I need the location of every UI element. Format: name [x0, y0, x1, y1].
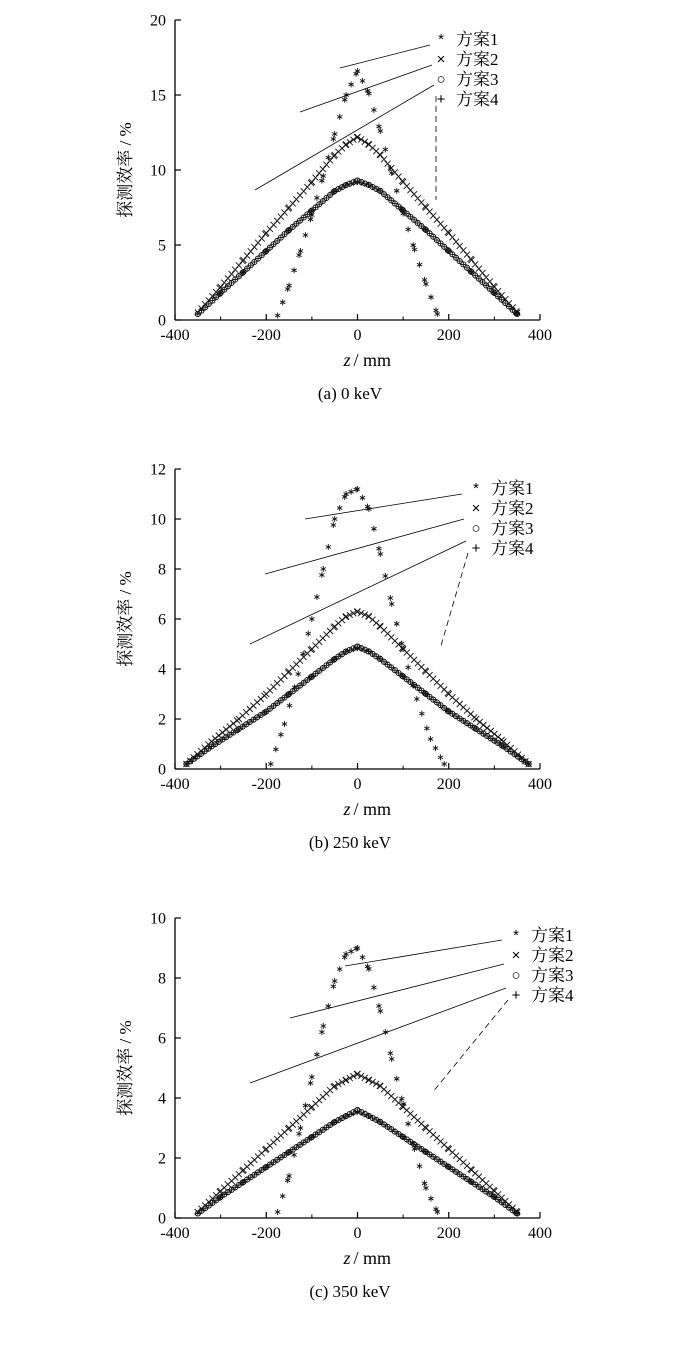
svg-text:/ mm: / mm	[353, 1248, 392, 1268]
svg-text:-200: -200	[251, 327, 281, 344]
legend-marker-circle: ○	[511, 967, 521, 984]
svg-text:/ mm: / mm	[353, 350, 392, 370]
svg-text:-400: -400	[160, 776, 190, 793]
plot-area-b	[0, 449, 700, 839]
panel-caption-a: (a) 0 keV	[317, 384, 383, 403]
legend-item	[465, 479, 534, 499]
legend-marker-star: *	[513, 927, 519, 944]
svg-text:20: 20	[150, 12, 166, 30]
svg-text:0: 0	[353, 1225, 362, 1242]
svg-text:200: 200	[436, 327, 461, 344]
svg-text:400: 400	[528, 776, 552, 793]
legend-item	[505, 946, 574, 966]
legend-marker-plus: +	[471, 540, 481, 557]
svg-text:8: 8	[158, 970, 166, 988]
legend-marker-star: *	[473, 480, 479, 497]
legend-label: 方案1	[456, 30, 499, 49]
legend-item	[505, 926, 574, 946]
svg-text:z: z	[343, 350, 351, 370]
legend-item	[465, 539, 534, 559]
chart-panel-b	[0, 449, 700, 898]
svg-text:8: 8	[158, 561, 166, 579]
svg-text:200: 200	[436, 776, 461, 793]
plot-area-a	[0, 0, 700, 390]
svg-text:z: z	[343, 1248, 351, 1268]
chart-panel-c	[0, 898, 700, 1347]
svg-text:12: 12	[150, 461, 166, 479]
svg-text:10: 10	[150, 511, 166, 529]
svg-text:0: 0	[158, 761, 166, 779]
svg-text:5: 5	[158, 237, 166, 255]
legend-label: 方案4	[531, 986, 574, 1005]
panel-caption-c: (c) 350 keV	[309, 1282, 391, 1301]
svg-text:10: 10	[150, 910, 166, 928]
chart-svg-c	[0, 898, 700, 1288]
legend-marker-cross: ×	[511, 947, 521, 964]
legend-marker-circle: ○	[436, 71, 446, 88]
legend-c	[505, 926, 574, 1006]
legend-marker-cross: ×	[471, 500, 481, 517]
legend-label: 方案2	[531, 946, 574, 965]
legend-label: 方案2	[491, 499, 534, 518]
svg-text:-400: -400	[160, 1225, 190, 1242]
legend-item	[505, 986, 574, 1006]
legend-label: 方案4	[456, 90, 499, 109]
chart-svg-a	[0, 0, 700, 390]
legend-marker-cross: ×	[436, 51, 446, 68]
legend-b	[465, 479, 534, 559]
svg-text:400: 400	[528, 1225, 552, 1242]
legend-marker-plus: +	[511, 987, 521, 1004]
legend-marker-plus: +	[436, 91, 446, 108]
legend-label: 方案3	[456, 70, 499, 89]
svg-text:探测效率 / %: 探测效率 / %	[116, 1020, 135, 1116]
svg-text:2: 2	[158, 1150, 166, 1168]
legend-item	[465, 519, 534, 539]
legend-item	[430, 90, 499, 110]
svg-text:0: 0	[158, 1210, 166, 1228]
svg-text:探测效率 / %: 探测效率 / %	[116, 571, 135, 667]
svg-text:2: 2	[158, 711, 166, 729]
svg-text:4: 4	[158, 661, 166, 679]
svg-text:6: 6	[158, 611, 166, 629]
svg-text:15: 15	[150, 87, 166, 105]
chart-panel-a	[0, 0, 700, 449]
chart-svg-b	[0, 449, 700, 839]
svg-text:z: z	[343, 799, 351, 819]
svg-text:-400: -400	[160, 327, 190, 344]
legend-item	[505, 966, 574, 986]
legend-label: 方案1	[491, 479, 534, 498]
legend-a	[430, 30, 499, 110]
svg-text:/ mm: / mm	[353, 799, 392, 819]
svg-text:0: 0	[353, 776, 362, 793]
legend-marker-star: *	[438, 31, 444, 48]
legend-item	[465, 499, 534, 519]
svg-text:200: 200	[436, 1225, 461, 1242]
svg-text:4: 4	[158, 1090, 166, 1108]
svg-text:-200: -200	[251, 1225, 281, 1242]
panel-caption-b: (b) 250 keV	[308, 833, 392, 852]
svg-text:10: 10	[150, 162, 166, 180]
legend-item	[430, 70, 499, 90]
legend-item	[430, 30, 499, 50]
svg-text:探测效率 / %: 探测效率 / %	[116, 122, 135, 218]
legend-label: 方案2	[456, 50, 499, 69]
plot-area-c	[0, 898, 700, 1288]
legend-label: 方案1	[531, 926, 574, 945]
svg-text:6: 6	[158, 1030, 166, 1048]
svg-text:0: 0	[353, 327, 362, 344]
svg-text:400: 400	[528, 327, 552, 344]
legend-label: 方案3	[491, 519, 534, 538]
legend-item	[430, 50, 499, 70]
svg-text:-200: -200	[251, 776, 281, 793]
legend-label: 方案3	[531, 966, 574, 985]
svg-text:0: 0	[158, 312, 166, 330]
legend-marker-circle: ○	[471, 520, 481, 537]
legend-label: 方案4	[491, 539, 534, 558]
